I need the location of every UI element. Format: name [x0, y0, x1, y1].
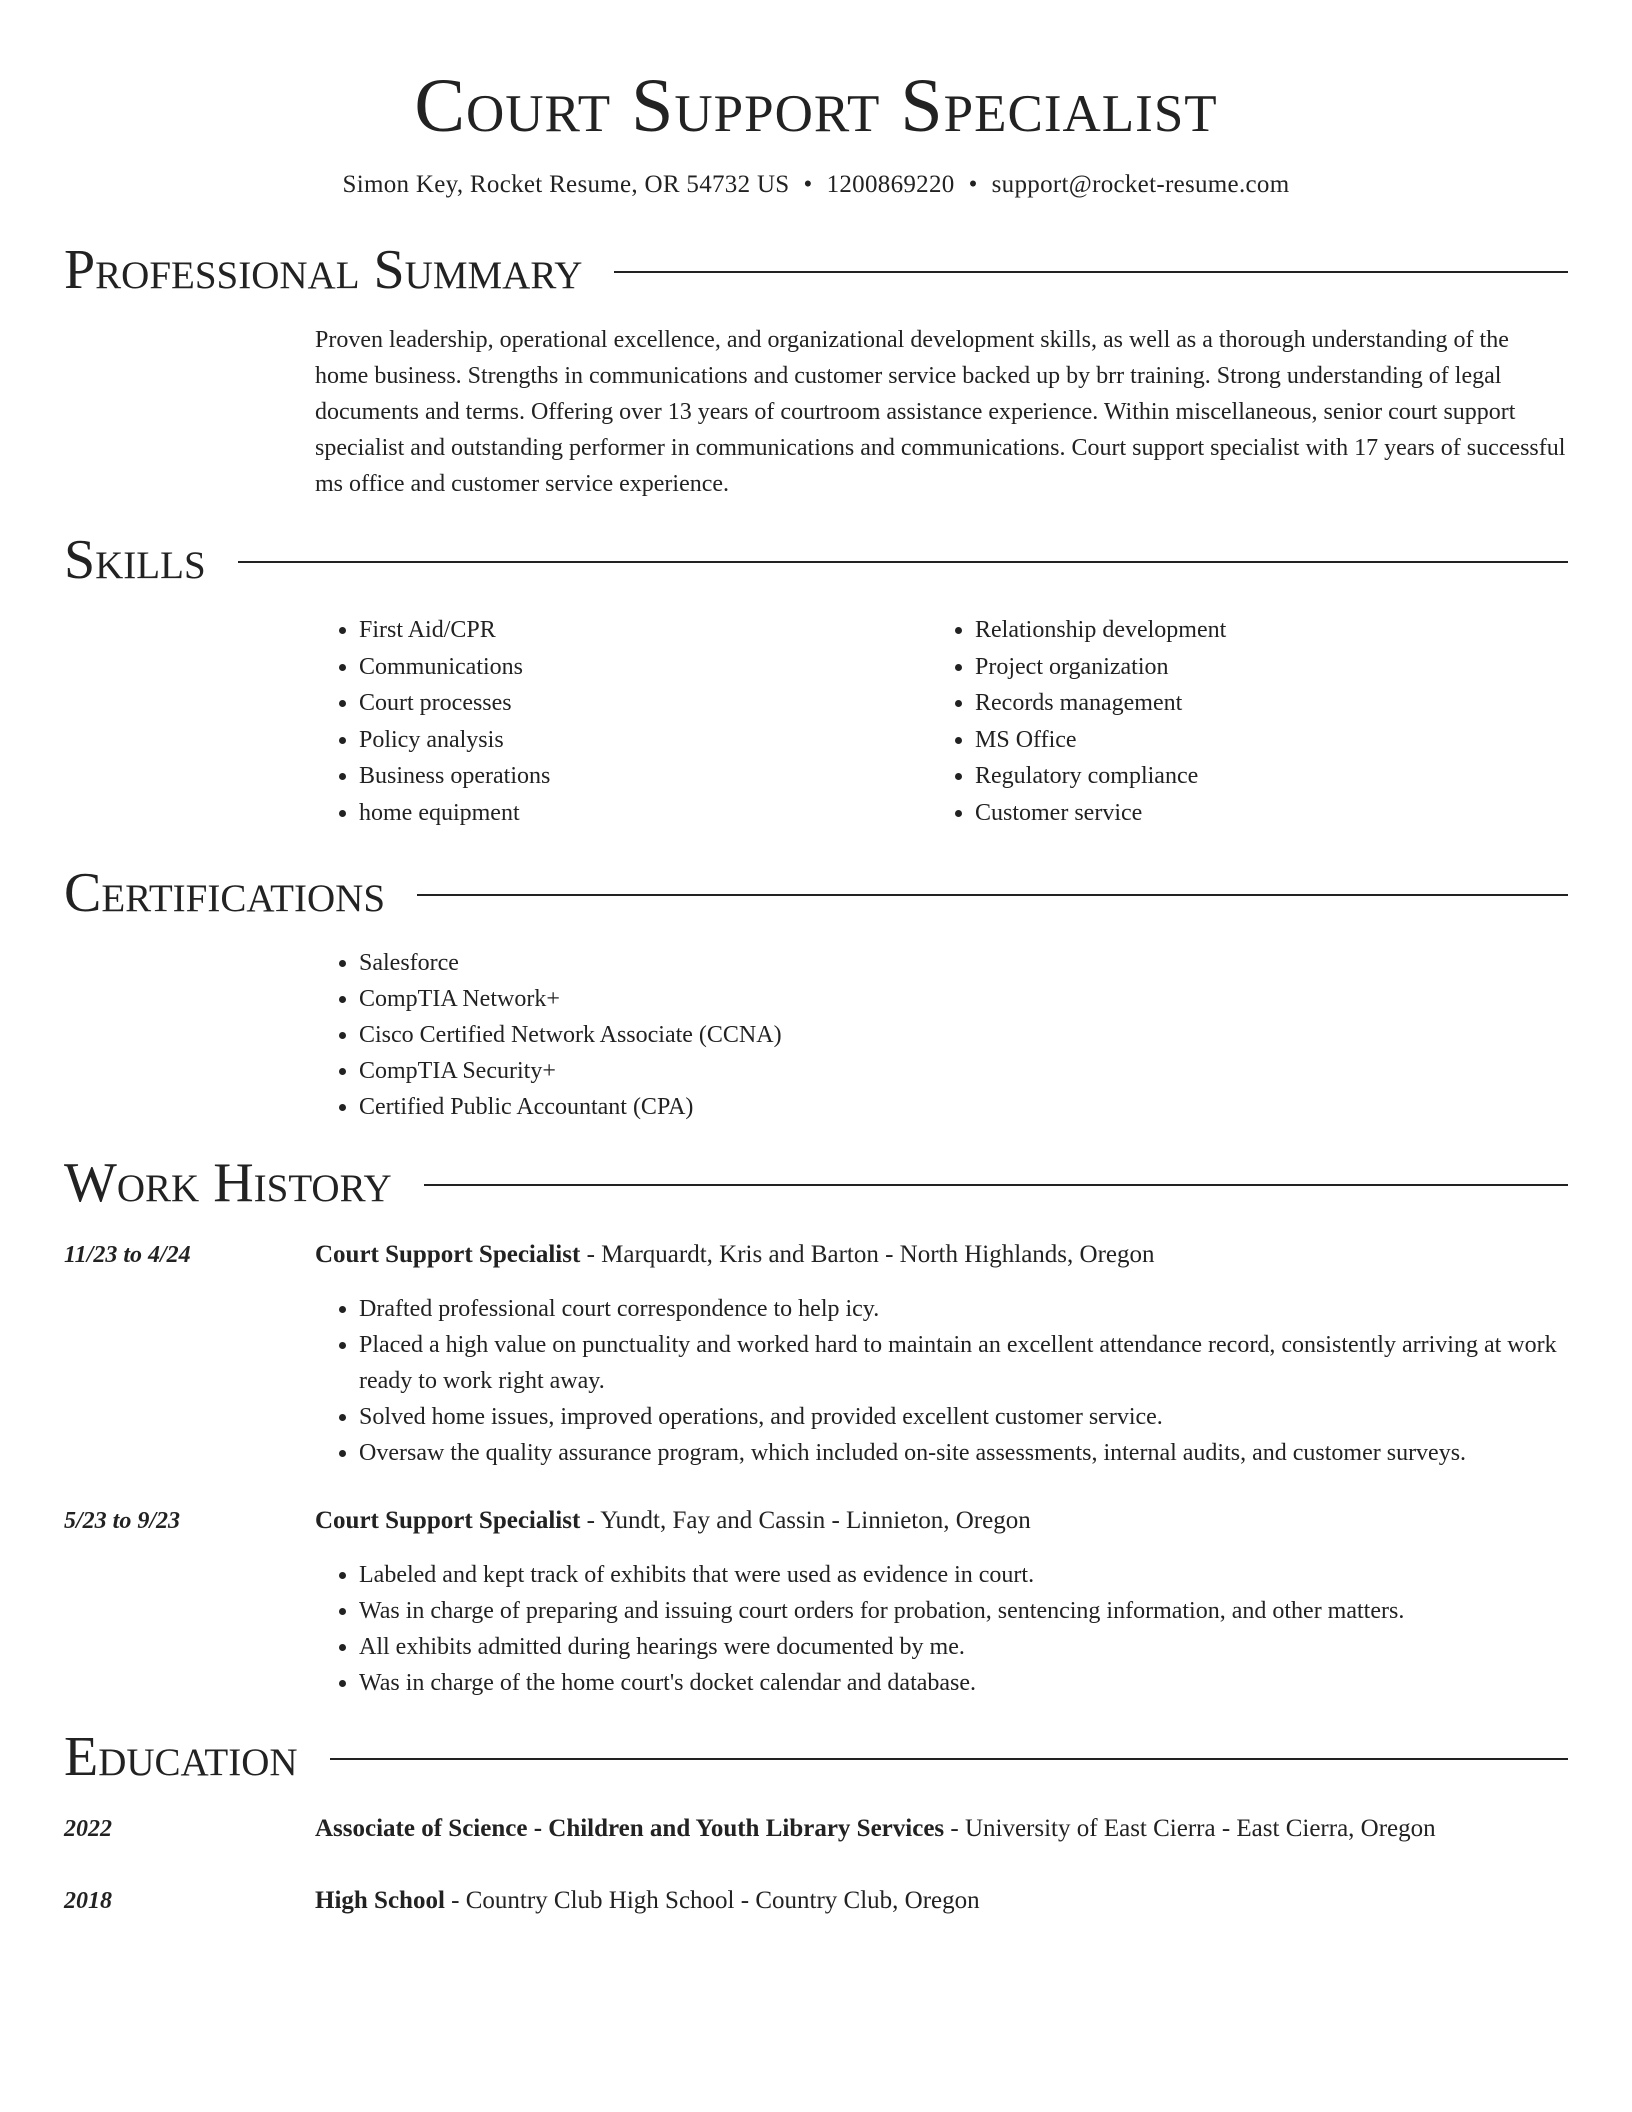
- job-bullet: • Solved home issues, improved operations, and provided excellent customer service.: [359, 1399, 1568, 1435]
- skill-item: • Regulatory compliance: [975, 758, 1547, 795]
- certifications-section-header: [64, 861, 1568, 925]
- education-year: 2022: [64, 1816, 112, 1842]
- job-headline: [315, 1237, 1568, 1273]
- skill-item: • Records management: [975, 685, 1547, 722]
- skill-item: • First Aid/CPR: [359, 612, 931, 649]
- work-heading: Work History: [64, 1152, 392, 1214]
- skill-item: • home equipment: [359, 795, 931, 832]
- education-degree: High School: [315, 1887, 445, 1914]
- job-title: Court Support Specialist: [315, 1241, 581, 1268]
- education-headline: [315, 1883, 1568, 1919]
- skill-item: • Court processes: [359, 685, 931, 722]
- education-headline: [315, 1811, 1568, 1847]
- job-bullet: • All exhibits admitted during hearings were documented by me.: [359, 1629, 1568, 1665]
- skill-item: • Communications: [359, 649, 931, 686]
- resume-page: [64, 0, 1568, 1919]
- education-heading: Education: [64, 1726, 298, 1788]
- skills-column-left: [315, 612, 931, 831]
- job-bullet: • Was in charge of the home court's docket calendar and database.: [359, 1665, 1568, 1701]
- skills-section-header: [64, 528, 1568, 592]
- contact-separator: •: [803, 171, 813, 198]
- job-dates: 5/23 to 9/23: [64, 1508, 181, 1534]
- education-degree: Associate of Science - Children and Youth Library Services: [315, 1815, 945, 1842]
- certification-item: • CompTIA Security+: [359, 1053, 1568, 1089]
- job-title: Court Support Specialist: [315, 1507, 581, 1534]
- certifications-list: [315, 945, 1568, 1125]
- work-section-header: [64, 1151, 1568, 1215]
- job-bullet: • Placed a high value on punctuality and worked hard to maintain an excellent attendance record, consistently arriving at work ready to work right away.: [359, 1327, 1568, 1399]
- job-employer: - Yundt, Fay and Cassin - Linnieton, Oregon: [580, 1507, 1031, 1534]
- job-bullet: • Labeled and kept track of exhibits that were used as evidence in court.: [359, 1557, 1568, 1593]
- summary-heading: Professional Summary: [64, 239, 583, 301]
- skill-item: • MS Office: [975, 722, 1547, 759]
- section-divider: [330, 1758, 1568, 1760]
- contact-email: support@rocket-resume.com: [991, 171, 1290, 198]
- job-entry: [64, 1237, 1568, 1471]
- education-year: 2018: [64, 1888, 112, 1914]
- education-school: - Country Club High School - Country Club, Oregon: [444, 1887, 980, 1914]
- section-divider: [238, 561, 1568, 563]
- certification-item: • Certified Public Accountant (CPA): [359, 1089, 1568, 1125]
- certifications-heading: Certifications: [64, 862, 386, 924]
- contact-line: [64, 168, 1568, 202]
- skills-list: [315, 612, 1568, 831]
- education-school: - University of East Cierra - East Cierra, Oregon: [944, 1815, 1436, 1842]
- skill-item: • Customer service: [975, 795, 1547, 832]
- education-section-header: [64, 1725, 1568, 1789]
- job-bullet: • Was in charge of preparing and issuing court orders for probation, sentencing information, and other matters.: [359, 1593, 1568, 1629]
- contact-phone: 1200869220: [826, 171, 955, 198]
- section-divider: [424, 1184, 1568, 1186]
- contact-name-address: Simon Key, Rocket Resume, OR 54732 US: [342, 171, 790, 198]
- section-divider: [614, 271, 1568, 273]
- job-employer: - Marquardt, Kris and Barton - North Highlands, Oregon: [580, 1241, 1155, 1268]
- job-bullet: • Oversaw the quality assurance program, which included on-site assessments, internal audits, and customer surveys.: [359, 1435, 1568, 1471]
- skill-item: • Policy analysis: [359, 722, 931, 759]
- summary-text: Proven leadership, operational excellence, and organizational development skills, as well as a thorough understanding of the home business. Strengths in communications and customer service backed up by brr training. Strong understanding of legal documents and terms. Offering over 13 years of courtroom assistance experience. Within miscellaneous, senior court support specialist and outstanding performer in communications and communications. Court support specialist with 17 years of successful ms office and customer service experience.: [315, 327, 1566, 497]
- skills-heading: Skills: [64, 529, 206, 591]
- certification-item: • CompTIA Network+: [359, 981, 1568, 1017]
- skill-item: • Project organization: [975, 649, 1547, 686]
- summary-section-header: [64, 238, 1568, 302]
- resume-title: Court Support Specialist: [414, 64, 1218, 148]
- job-dates: 11/23 to 4/24: [64, 1242, 191, 1268]
- skills-column-right: [931, 612, 1547, 831]
- skill-item: • Relationship development: [975, 612, 1547, 649]
- contact-separator: •: [968, 171, 978, 198]
- section-divider: [417, 894, 1568, 896]
- job-headline: [315, 1503, 1568, 1539]
- skill-item: • Business operations: [359, 758, 931, 795]
- education-entry: [64, 1883, 1568, 1919]
- job-entry: [64, 1503, 1568, 1701]
- education-entry: [64, 1811, 1568, 1847]
- job-bullet: • Drafted professional court correspondence to help icy.: [359, 1291, 1568, 1327]
- certification-item: • Cisco Certified Network Associate (CCNA): [359, 1017, 1568, 1053]
- certification-item: • Salesforce: [359, 945, 1568, 981]
